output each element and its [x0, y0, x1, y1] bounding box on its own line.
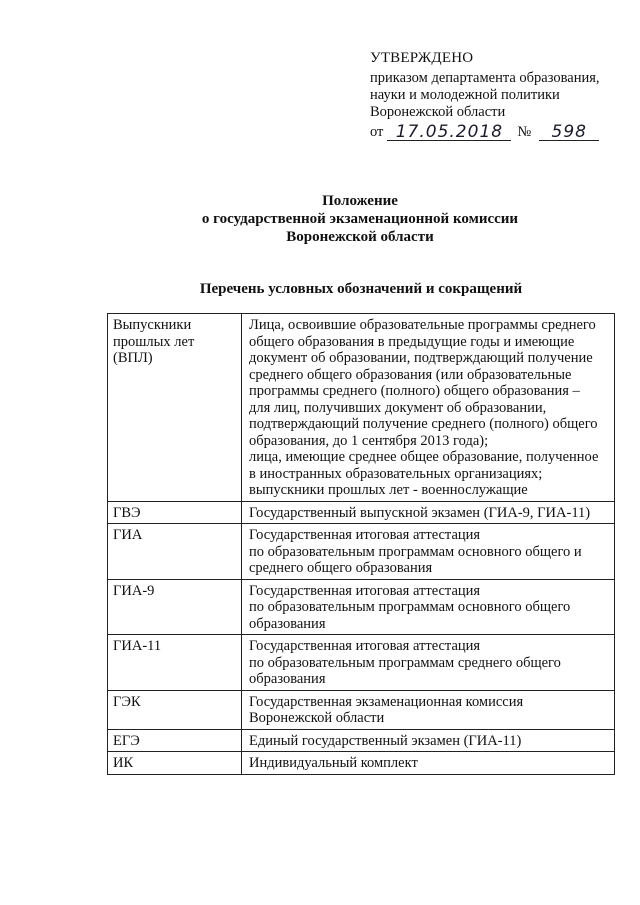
number-label: №: [517, 124, 532, 140]
handwritten-date: 17.05.2018: [395, 122, 504, 142]
abbreviation-term: [108, 635, 242, 691]
definition-line: Государственная итоговая аттестация: [249, 638, 481, 654]
approval-line: приказом департамента образования,: [370, 70, 600, 86]
handwritten-number: 598: [551, 122, 587, 142]
title-line: Положение: [322, 193, 398, 209]
abbreviation-definition: [242, 635, 615, 691]
term-line: ГИА-11: [113, 638, 162, 654]
definition-line: Индивидуальный комплект: [249, 755, 418, 771]
abbreviation-definition: [242, 579, 615, 635]
definition-line: Государственный выпускной экзамен (ГИА-9, ГИА-11): [249, 504, 591, 521]
term-line: прошлых лет: [113, 333, 195, 350]
definition-line: Государственная итоговая аттестация: [249, 582, 481, 599]
definition-line: для лиц, получивших документ об образовании,: [249, 399, 547, 416]
number-blank: [539, 122, 599, 141]
definition-line: лица, имеющие среднее общее образование, полученное: [249, 449, 599, 465]
abbreviation-definition: [242, 524, 615, 580]
table-row: [108, 752, 615, 775]
definition-line: среднего общего образования (или образовательные: [249, 366, 572, 383]
definition-line: образования: [249, 615, 326, 632]
title-line: о государственной экзаменационной комиссии: [201, 211, 519, 227]
term-line: ГИА: [113, 527, 143, 543]
definition-line: по образовательным программам основного общего: [249, 599, 571, 615]
term-line: ГИА-9: [113, 582, 155, 599]
definition-line: документ об образовании, подтверждающий получение: [249, 350, 593, 366]
table-row: [108, 729, 615, 752]
definition-line: подтверждающий получение среднего (полного) общего: [249, 416, 598, 432]
list-heading: [0, 281, 640, 298]
table-row: [108, 635, 615, 691]
abbreviation-term: [108, 752, 242, 775]
date-blank: [387, 122, 511, 141]
term-line: ГВЭ: [113, 504, 141, 521]
definition-line: Государственная итоговая аттестация: [249, 527, 481, 543]
definition-line: общего образования в предыдущие годы и имеющие: [249, 333, 575, 350]
definition-line: выпускники прошлых лет - военнослужащие: [249, 482, 528, 498]
abbreviation-term: [108, 690, 242, 729]
definition-line: по образовательным программам среднего общего: [249, 654, 561, 671]
abbreviation-term: [108, 729, 242, 752]
term-line: ЕГЭ: [113, 732, 140, 749]
abbreviation-definition: [242, 314, 615, 502]
definition-line: Единый государственный экзамен (ГИА-11): [249, 732, 522, 749]
approval-line: Воронежской области: [370, 104, 506, 120]
definition-line: Лица, освоившие образовательные программы среднего: [249, 317, 596, 333]
abbreviation-term: [108, 524, 242, 580]
abbreviation-term: [108, 501, 242, 524]
document-title: [0, 192, 640, 246]
definition-line: среднего общего образования: [249, 560, 433, 576]
definition-line: по образовательным программам основного общего и: [249, 543, 582, 560]
abbreviation-term: [108, 314, 242, 502]
definition-line: Государственная экзаменационная комиссия: [249, 693, 524, 710]
abbreviation-term: [108, 579, 242, 635]
definition-line: образования, до 1 сентября 2013 года);: [249, 432, 489, 449]
order-line: [370, 122, 632, 141]
table-row: [108, 314, 615, 502]
abbreviations-table-body: [108, 314, 615, 775]
table-row: [108, 579, 615, 635]
table-row: [108, 690, 615, 729]
list-heading-text: Перечень условных обозначений и сокращений: [199, 281, 523, 297]
term-line: ГЭК: [113, 693, 141, 710]
term-line: Выпускники: [113, 317, 192, 333]
table-row: [108, 524, 615, 580]
definition-line: программы среднего (полного) общего образования –: [249, 383, 580, 399]
term-line: (ВПЛ): [113, 350, 153, 366]
approval-line: науки и молодежной политики: [370, 87, 560, 103]
definition-line: образования: [249, 671, 326, 687]
abbreviation-definition: [242, 752, 615, 775]
approval-stamp: [370, 50, 632, 141]
abbreviations-table: [107, 313, 615, 775]
title-line: Воронежской области: [286, 229, 434, 245]
from-label: от: [370, 124, 384, 140]
abbreviation-definition: [242, 501, 615, 524]
definition-line: Воронежской области: [249, 710, 385, 726]
term-line: ИК: [113, 755, 134, 771]
abbreviation-definition: [242, 690, 615, 729]
definition-line: в иностранных образовательных организациях;: [249, 465, 543, 482]
abbreviation-definition: [242, 729, 615, 752]
approval-title: УТВЕРЖДЕНО: [370, 50, 474, 66]
table-row: [108, 501, 615, 524]
